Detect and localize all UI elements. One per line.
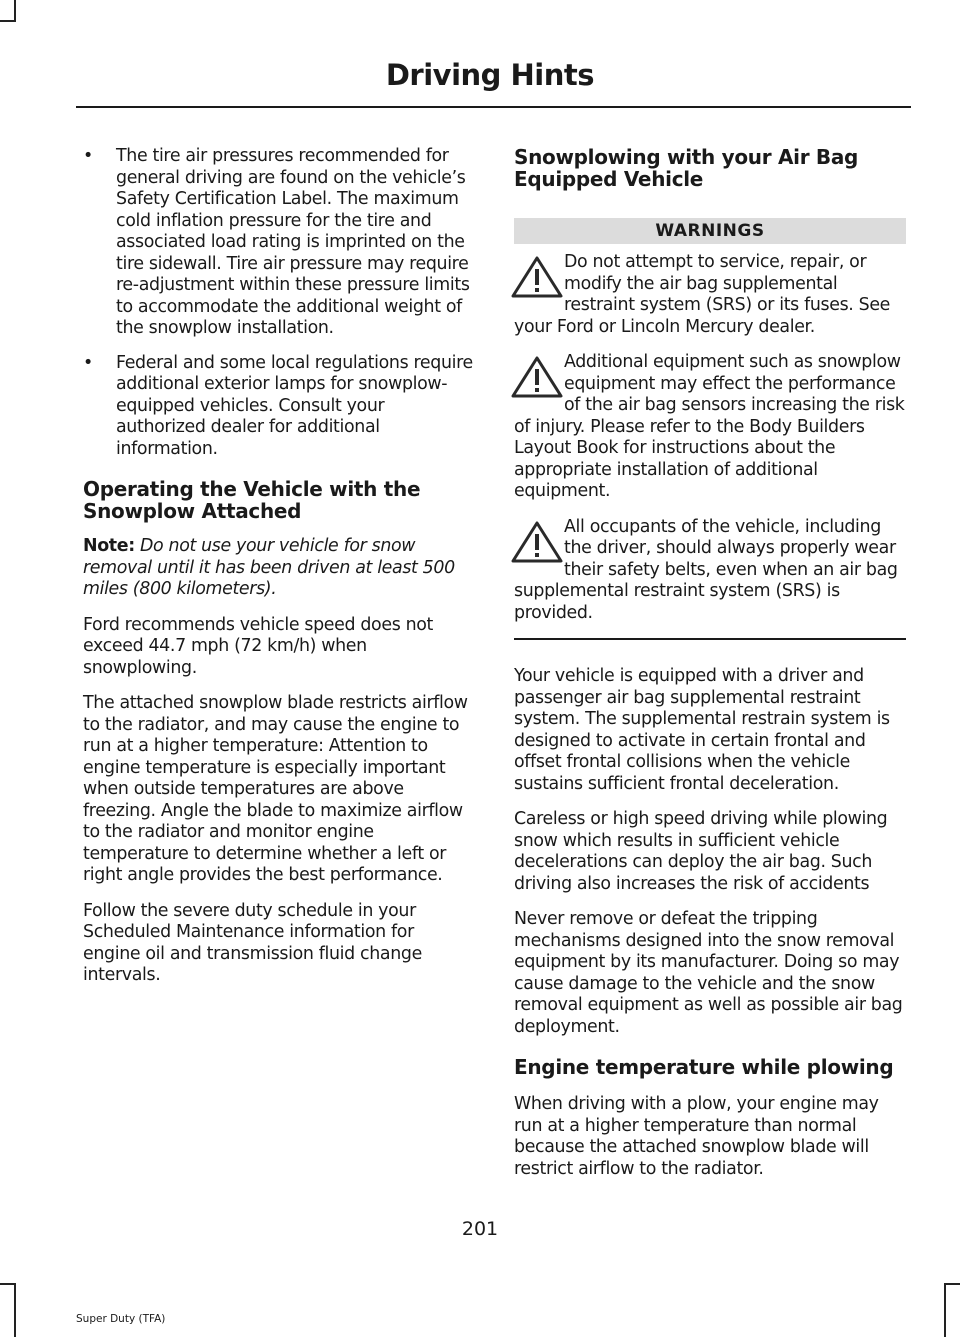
page-number: 201 — [461, 1218, 499, 1240]
list-item-text: The tire air pressures recommended for general driving are found on the vehicle’s Safety Certification Label. The maximum cold inflation pressure for the tire and associated load rating is imprinted on the tire sidewall. Tire air pressure may require re-adjustment within these pressure limits to accommodate the additional weight of the snowplow installation. — [116, 146, 470, 338]
bullet-mark: • — [83, 352, 93, 373]
warning-triangle-icon — [510, 254, 564, 300]
crop-mark — [14, 0, 16, 22]
title-rule — [76, 106, 911, 108]
note — [83, 536, 473, 601]
note-text: Do not use your vehicle for snow removal until it has been driven at least 500 miles (800 kilometers). — [83, 536, 455, 599]
crop-mark — [944, 1283, 946, 1337]
crop-mark — [0, 20, 16, 22]
section-heading: Snowplowing with your Air Bag Equipped Vehicle — [514, 145, 859, 191]
warning-text: Additional equipment such as snowplow equipment may effect the performance of the air bag sensors increasing the risk of injury. Please refer to the Body Builders Layout Book for instructions about the appropriate installation of additional equipment. — [514, 352, 905, 501]
paragraph: Careless or high speed driving while plowing snow which results in sufficient vehicle decelerations can deploy the air bag. Such driving also increases the risk of accidents — [514, 809, 888, 894]
paragraph: When driving with a plow, your engine may run at a higher temperature than normal because the attached snowplow blade will restrict airflow to the radiator. — [514, 1094, 879, 1179]
list-item-text: Federal and some local regulations require additional exterior lamps for snowplow-equipped vehicles. Consult your authorized dealer for additional information. — [116, 352, 473, 459]
warnings-end-rule — [514, 638, 906, 640]
warning-item — [514, 252, 906, 338]
crop-mark — [944, 1283, 960, 1285]
list-item — [83, 353, 473, 461]
warnings-header: WARNINGS — [514, 218, 906, 244]
warning-item — [514, 352, 906, 503]
paragraph: The attached snowplow blade restricts airflow to the radiator, and may cause the engine to run at a higher temperature: Attention to engine temperature is especially important when outside temperatures are above freezing. Angle the blade to maximize airflow to the radiator and monitor engine temperature to determine whether a left or right angle provides the best performance. — [83, 693, 468, 885]
list-item — [83, 146, 473, 340]
paragraph: Follow the severe duty schedule in your Scheduled Maintenance information for engine oil and transmission fluid change intervals. — [83, 900, 422, 985]
warning-text: All occupants of the vehicle, including the driver, should always properly wear their safety belts, even when an air bag supplemental restraint system (SRS) is provided. — [514, 516, 898, 623]
right-column — [514, 146, 906, 1194]
bullet-mark: • — [83, 146, 93, 166]
section-heading: Engine temperature while plowing — [514, 1055, 894, 1079]
crop-mark — [14, 1283, 16, 1337]
left-column — [83, 146, 473, 1001]
page-title: Driving Hints — [385, 58, 594, 92]
note-label: Note: — [83, 536, 135, 556]
footer-doc-label: Super Duty (TFA) — [76, 1313, 166, 1325]
warning-triangle-icon — [510, 519, 564, 565]
warning-triangle-icon — [510, 354, 564, 400]
section-heading: Operating the Vehicle with the Snowplow Attached — [83, 477, 421, 523]
paragraph: Your vehicle is equipped with a driver and passenger air bag supplemental restraint system. The supplemental restrain system is designed to activate in certain frontal and offset frontal collisions when the vehicle sustains sufficient frontal deceleration. — [514, 666, 890, 794]
paragraph: Never remove or defeat the tripping mechanisms designed into the snow removal equipment by its manufacturer. Doing so may cause damage to the vehicle and the snow removal equipment as well as possible air bag deployment. — [514, 909, 903, 1037]
paragraph: Ford recommends vehicle speed does not exceed 44.7 mph (72 km/h) when snowplowing. — [83, 614, 434, 678]
warning-text: Do not attempt to service, repair, or modify the air bag supplemental restraint system (SRS) or its fuses. See your Ford or Lincoln Mercury dealer. — [514, 252, 891, 337]
warning-item — [514, 517, 906, 625]
crop-mark — [0, 1283, 16, 1285]
